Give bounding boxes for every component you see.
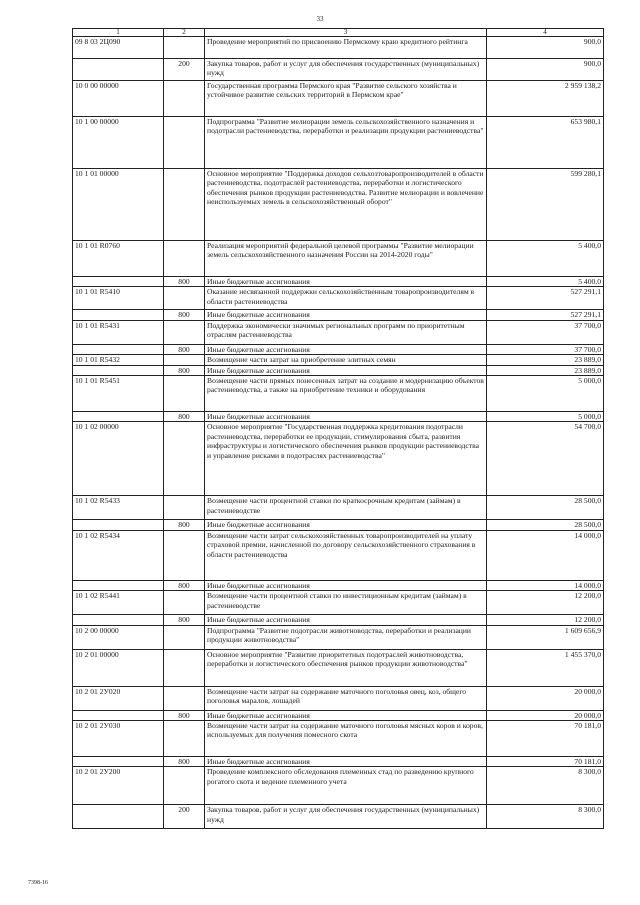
cell-name: Иные бюджетные ассигнования [205, 710, 487, 720]
cell-expense-kind [164, 169, 205, 241]
cell-expense-kind [164, 721, 205, 757]
cell-amount: 20 000,0 [487, 686, 604, 710]
cell-amount: 54 700,0 [487, 422, 604, 496]
cell-amount: 5 000,0 [487, 412, 604, 422]
cell-code [73, 310, 164, 320]
cell-code: 09 8 03 2Ц090 [73, 37, 164, 59]
footer-code: 7398-16 [28, 880, 48, 886]
cell-name: Подпрограмма "Развитие подотрасли животноводства, переработки и реализации продукции животноводства" [205, 625, 487, 649]
cell-expense-kind [164, 81, 205, 117]
cell-code [73, 615, 164, 625]
table-row [73, 580, 604, 590]
cell-amount: 12 200,0 [487, 591, 604, 615]
cell-name: Иные бюджетные ассигнования [205, 615, 487, 625]
table-row [73, 344, 604, 354]
cell-expense-kind: 800 [164, 365, 205, 375]
cell-expense-kind [164, 355, 205, 365]
cell-name: Возмещение части процентной ставки по краткосрочным кредитам (займам) в растениеводстве [205, 496, 487, 520]
cell-name: Закупка товаров, работ и услуг для обеспечения государственных (муниципальных) нужд [205, 59, 487, 81]
cell-code [73, 59, 164, 81]
cell-expense-kind [164, 530, 205, 580]
table-row [73, 81, 604, 117]
cell-name: Подпрограмма "Развитие мелиорации земель сельскохозяйственного назначения и подотрасли растениеводства, переработки и реализации продукции растениеводства" [205, 117, 487, 169]
cell-code: 10 0 00 00000 [73, 81, 164, 117]
table-row [73, 591, 604, 615]
cell-code: 10 2 01 2У020 [73, 686, 164, 710]
table-row [73, 625, 604, 649]
cell-amount: 12 200,0 [487, 615, 604, 625]
cell-expense-kind [164, 649, 205, 686]
cell-name: Возмещение части затрат сельскохозяйственных товаропроизводителей на уплату страховой премии, начисленной по договору сельскохозяйственного страхования в области растениеводства [205, 530, 487, 580]
cell-expense-kind [164, 625, 205, 649]
cell-name: Возмещение части затрат на содержание маточного поголовья овец, коз, общего поголовья маралов, лошадей [205, 686, 487, 710]
budget-table [72, 28, 604, 829]
cell-expense-kind: 800 [164, 520, 205, 530]
cell-expense-kind: 800 [164, 412, 205, 422]
cell-name: Иные бюджетные ассигнования [205, 365, 487, 375]
cell-expense-kind: 800 [164, 710, 205, 720]
table-row [73, 37, 604, 59]
table-row [73, 530, 604, 580]
cell-name: Основное мероприятие "Государственная поддержка кредитования подотрасли растениеводства, переработки ее продукции, стимулирования сбыта, развития инфраструктуры и логистического обеспечения рынков продукции растениеводства и управление рисками в подотраслях растениеводства" [205, 422, 487, 496]
table-row [73, 59, 604, 81]
table-row [73, 169, 604, 241]
cell-amount: 70 181,0 [487, 721, 604, 757]
table-row [73, 757, 604, 767]
cell-name: Иные бюджетные ассигнования [205, 520, 487, 530]
cell-code: 10 1 02 R5441 [73, 591, 164, 615]
table-row [73, 412, 604, 422]
cell-code [73, 580, 164, 590]
cell-amount: 14 000,0 [487, 580, 604, 590]
table-row [73, 376, 604, 412]
cell-name: Проведение комплексного обследования племенных стад по разведению крупного рогатого скота и ведение племенного учета [205, 767, 487, 805]
table-row [73, 277, 604, 287]
cell-expense-kind: 800 [164, 757, 205, 767]
cell-expense-kind [164, 376, 205, 412]
cell-amount: 70 181,0 [487, 757, 604, 767]
table-row [73, 805, 604, 829]
cell-expense-kind [164, 767, 205, 805]
cell-amount: 14 000,0 [487, 530, 604, 580]
cell-amount: 20 000,0 [487, 710, 604, 720]
cell-amount: 900,0 [487, 37, 604, 59]
cell-code: 10 2 00 00000 [73, 625, 164, 649]
cell-code: 10 1 02 R5433 [73, 496, 164, 520]
cell-expense-kind: 200 [164, 805, 205, 829]
table-header-row [73, 29, 604, 37]
table-body [73, 37, 604, 829]
cell-name: Возмещение части прямых понесенных затрат на создание и модернизацию объектов растениеводства, а также на приобретение техники и оборудования [205, 376, 487, 412]
page-number: 33 [316, 15, 324, 23]
table-row [73, 287, 604, 310]
cell-amount: 2 959 138,2 [487, 81, 604, 117]
cell-code: 10 1 02 R5434 [73, 530, 164, 580]
cell-expense-kind [164, 496, 205, 520]
cell-name: Иные бюджетные ассигнования [205, 580, 487, 590]
cell-name: Возмещение части затрат на содержание маточного поголовья мясных коров и коров, используемых для получения помесного скота [205, 721, 487, 757]
table-row [73, 496, 604, 520]
cell-amount: 1 455 370,0 [487, 649, 604, 686]
cell-expense-kind: 800 [164, 615, 205, 625]
cell-amount: 653 980,1 [487, 117, 604, 169]
table-row [73, 117, 604, 169]
cell-name: Проведение мероприятий по присвоению Пермскому краю кредитного рейтинга [205, 37, 487, 59]
cell-expense-kind: 800 [164, 580, 205, 590]
cell-name: Основное мероприятие "Поддержка доходов сельхозтоваропроизводителей в области растениеводства, подотраслей растениеводства, переработки и логистического обеспечения рынков продукции растениеводства. Развитие мелиорации и вовлечение неиспользуемых земель в сельскохозяйственный оборот" [205, 169, 487, 241]
cell-name: Возмещение части процентной ставки по инвестиционным кредитам (займам) в растениеводстве [205, 591, 487, 615]
table-row [73, 721, 604, 757]
cell-amount: 23 889,0 [487, 365, 604, 375]
cell-name: Государственная программа Пермского края "Развитие сельского хозяйства и устойчивое развитие сельских территорий в Пермском крае" [205, 81, 487, 117]
cell-amount: 8 300,0 [487, 805, 604, 829]
cell-code: 10 1 01 R5410 [73, 287, 164, 310]
cell-name: Реализация мероприятий федеральной целевой программы "Развитие мелиорации земель сельскохозяйственного назначения России на 2014-2020 годы" [205, 241, 487, 277]
cell-expense-kind [164, 117, 205, 169]
cell-expense-kind [164, 320, 205, 344]
table-row [73, 310, 604, 320]
cell-amount: 5 000,0 [487, 376, 604, 412]
table-row [73, 422, 604, 496]
table-row [73, 649, 604, 686]
table-row [73, 686, 604, 710]
column-header-kind: 2 [164, 29, 205, 37]
cell-amount: 8 300,0 [487, 767, 604, 805]
cell-code: 10 1 00 00000 [73, 117, 164, 169]
column-header-name: 3 [205, 29, 487, 37]
cell-expense-kind [164, 591, 205, 615]
cell-expense-kind: 200 [164, 59, 205, 81]
table-row [73, 355, 604, 365]
cell-code: 10 1 01 R5432 [73, 355, 164, 365]
cell-amount: 23 889,0 [487, 355, 604, 365]
cell-code [73, 365, 164, 375]
cell-code: 10 2 01 2У030 [73, 721, 164, 757]
cell-code [73, 710, 164, 720]
cell-code [73, 412, 164, 422]
table-row [73, 320, 604, 344]
column-header-amount: 4 [487, 29, 604, 37]
table-row [73, 365, 604, 375]
cell-code [73, 520, 164, 530]
cell-code: 10 1 01 R5451 [73, 376, 164, 412]
cell-code: 10 2 01 00000 [73, 649, 164, 686]
table-row [73, 710, 604, 720]
cell-name: Закупка товаров, работ и услуг для обеспечения государственных (муниципальных) нужд [205, 805, 487, 829]
cell-amount: 28 500,0 [487, 520, 604, 530]
cell-expense-kind: 800 [164, 310, 205, 320]
table-row [73, 241, 604, 277]
cell-name: Иные бюджетные ассигнования [205, 757, 487, 767]
cell-amount: 5 400,0 [487, 277, 604, 287]
cell-expense-kind: 800 [164, 277, 205, 287]
cell-name: Иные бюджетные ассигнования [205, 412, 487, 422]
cell-expense-kind [164, 287, 205, 310]
cell-code: 10 1 02 00000 [73, 422, 164, 496]
cell-name: Поддержка экономически значимых региональных программ по приоритетным отраслям растениеводства [205, 320, 487, 344]
table-row [73, 767, 604, 805]
cell-expense-kind [164, 37, 205, 59]
cell-expense-kind [164, 686, 205, 710]
cell-name: Иные бюджетные ассигнования [205, 277, 487, 287]
cell-amount: 527 291,1 [487, 310, 604, 320]
cell-code: 10 1 01 00000 [73, 169, 164, 241]
cell-code: 10 2 01 2У200 [73, 767, 164, 805]
cell-code: 10 1 01 R0760 [73, 241, 164, 277]
cell-expense-kind: 800 [164, 344, 205, 354]
cell-code [73, 757, 164, 767]
cell-amount: 28 500,0 [487, 496, 604, 520]
cell-amount: 1 609 656,9 [487, 625, 604, 649]
cell-amount: 5 400,0 [487, 241, 604, 277]
cell-code: 10 1 01 R5431 [73, 320, 164, 344]
cell-name: Оказание несвязанной поддержки сельскохозяйственным товаропроизводителям в области растениеводства [205, 287, 487, 310]
cell-name: Иные бюджетные ассигнования [205, 344, 487, 354]
table-row [73, 520, 604, 530]
cell-name: Иные бюджетные ассигнования [205, 310, 487, 320]
cell-name: Основное мероприятие "Развитие приоритетных подотраслей животноводства, переработки и логистического обеспечения рынков продукции животноводства" [205, 649, 487, 686]
cell-amount: 37 700,0 [487, 320, 604, 344]
cell-amount: 527 291,1 [487, 287, 604, 310]
cell-expense-kind [164, 422, 205, 496]
cell-code [73, 805, 164, 829]
cell-amount: 900,0 [487, 59, 604, 81]
cell-name: Возмещение части затрат на приобретение элитных семян [205, 355, 487, 365]
cell-expense-kind [164, 241, 205, 277]
column-header-code: 1 [73, 29, 164, 37]
table-row [73, 615, 604, 625]
cell-code [73, 277, 164, 287]
cell-code [73, 344, 164, 354]
cell-amount: 599 280,1 [487, 169, 604, 241]
cell-amount: 37 700,0 [487, 344, 604, 354]
